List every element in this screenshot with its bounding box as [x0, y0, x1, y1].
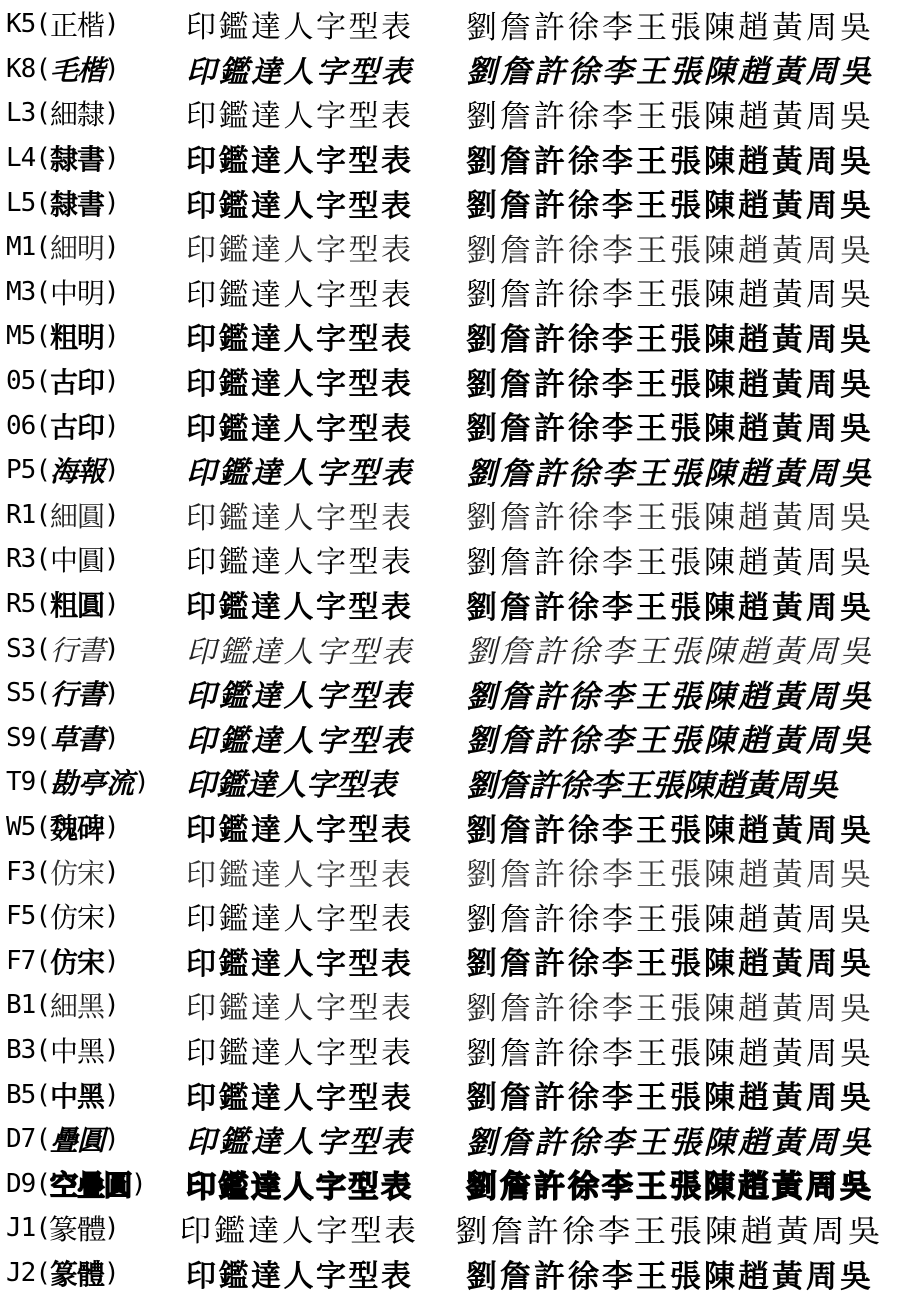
sample-surnames-text: 劉詹許徐李王張陳趙黃周吳 — [466, 767, 838, 804]
open-paren: ( — [35, 9, 50, 40]
sample-title-text: 印鑑達人字型表 — [186, 992, 414, 1026]
font-label — [6, 1028, 119, 1073]
open-paren: ( — [35, 767, 50, 798]
font-style-name: 古印 — [49, 410, 104, 444]
font-style-name: 古印 — [49, 366, 104, 400]
open-paren: ( — [35, 678, 50, 709]
sample-surnames-text: 劉詹許徐李王張陳趙黃周吳 — [466, 946, 874, 982]
sample-title-text: 印鑑達人字型表 — [186, 1081, 414, 1115]
close-paren: ) — [103, 722, 119, 753]
open-paren: ( — [35, 812, 50, 843]
sample-title-text: 印鑑達人字型表 — [186, 635, 414, 669]
close-paren: ) — [103, 143, 119, 174]
sample-title-text: 印鑑達人字型表 — [186, 10, 414, 46]
font-label — [6, 1206, 119, 1251]
close-paren: ) — [103, 410, 119, 441]
font-label — [6, 939, 119, 984]
sample-surnames-text: 劉詹許徐李王張陳趙黃周吳 — [466, 1258, 874, 1295]
sample-title-text: 印鑑達人字型表 — [186, 1125, 414, 1161]
close-paren: ) — [103, 633, 119, 664]
font-label — [6, 225, 119, 270]
sample-title-text: 印鑑達人字型表 — [186, 144, 414, 180]
close-paren: ) — [103, 455, 119, 486]
close-paren: ) — [103, 499, 119, 530]
font-code: L4 — [6, 143, 36, 174]
close-paren: ) — [103, 1258, 119, 1289]
sample-title-text: 印鑑達人字型表 — [186, 500, 414, 536]
open-paren: ( — [35, 1035, 50, 1066]
sample-title-text: 印鑑達人字型表 — [186, 723, 414, 759]
font-style-name: 行書 — [49, 635, 104, 667]
close-paren: ) — [103, 1035, 119, 1066]
close-paren: ) — [103, 901, 119, 932]
sample-title-text: 印鑑達人字型表 — [186, 367, 414, 403]
font-row-r3 — [0, 537, 912, 582]
sample-surnames-text: 劉詹許徐李王張陳趙黃周吳 — [466, 634, 874, 670]
close-paren: ) — [103, 945, 119, 976]
font-code: W5 — [6, 812, 36, 843]
font-row-p5 — [0, 448, 912, 493]
sample-title-text: 印鑑達人字型表 — [186, 768, 396, 804]
font-code: S5 — [6, 678, 36, 709]
open-paren: ( — [35, 366, 50, 397]
open-paren: ( — [35, 455, 50, 486]
font-row-b1 — [0, 983, 912, 1028]
font-label — [6, 448, 119, 493]
font-row-b3 — [0, 1028, 912, 1073]
font-code: J2 — [6, 1258, 36, 1289]
font-style-name: 粗圓 — [49, 589, 104, 623]
sample-surnames-text: 劉詹許徐李王張陳趙黃周吳 — [466, 500, 874, 537]
open-paren: ( — [35, 544, 50, 575]
open-paren: ( — [35, 722, 50, 753]
font-code: F5 — [6, 901, 36, 932]
sample-title-text: 印鑑達人字型表 — [186, 54, 414, 90]
sample-title-text: 印鑑達人字型表 — [186, 903, 414, 937]
sample-surnames-text: 劉詹許徐李王張陳趙黃周吳 — [466, 411, 874, 448]
open-paren: ( — [35, 589, 50, 620]
sample-surnames-text: 劉詹許徐李王張陳趙黃周吳 — [466, 1080, 874, 1116]
close-paren: ) — [103, 232, 119, 263]
font-label — [6, 760, 149, 805]
font-code: F3 — [6, 856, 36, 887]
open-paren: ( — [35, 856, 50, 887]
font-code: R3 — [6, 544, 36, 575]
font-label — [6, 493, 119, 538]
font-style-name: 隸書 — [49, 143, 104, 177]
sample-surnames-text: 劉詹許徐李王張陳趙黃周吳 — [466, 1169, 874, 1206]
sample-title-text: 印鑑達人字型表 — [186, 545, 414, 581]
font-style-name: 隸書 — [49, 187, 104, 221]
font-row-l5 — [0, 180, 912, 225]
sample-surnames-text: 劉詹許徐李王張陳趙黃周吳 — [466, 1035, 874, 1071]
close-paren: ) — [103, 366, 119, 397]
open-paren: ( — [35, 990, 50, 1021]
close-paren: ) — [103, 98, 119, 129]
font-style-name: 空疊圓 — [49, 1168, 131, 1202]
font-label — [6, 1162, 146, 1207]
font-row-j2 — [0, 1251, 912, 1296]
font-style-name: 篆體 — [48, 1213, 106, 1247]
close-paren: ) — [133, 767, 149, 798]
font-style-name: 粗明 — [49, 323, 104, 355]
close-paren: ) — [103, 990, 119, 1021]
sample-title-text: 印鑑達人字型表 — [186, 456, 414, 492]
open-paren: ( — [35, 53, 50, 84]
sample-surnames-text: 劉詹許徐李王張陳趙黃周吳 — [466, 812, 874, 849]
sample-surnames-text: 劉詹許徐李王張陳趙黃周吳 — [466, 366, 874, 403]
open-paren: ( — [35, 143, 50, 174]
sample-title-text: 印鑑達人字型表 — [186, 99, 414, 135]
font-label — [6, 671, 119, 716]
font-row-s9 — [0, 716, 912, 761]
font-code: D7 — [6, 1124, 36, 1155]
font-row-s5 — [0, 671, 912, 716]
font-style-name: 篆體 — [49, 1258, 104, 1292]
font-code: L5 — [6, 187, 36, 218]
font-row-t9 — [0, 760, 912, 805]
sample-surnames-text: 劉詹許徐李王張陳趙黃周吳 — [466, 277, 874, 313]
font-label — [6, 805, 119, 850]
font-label — [6, 894, 119, 939]
font-style-name: 疊圓 — [49, 1124, 104, 1158]
sample-title-text: 印鑑達人字型表 — [186, 278, 414, 312]
font-row-l3 — [0, 91, 912, 136]
font-code: R5 — [6, 589, 36, 620]
font-label — [6, 849, 119, 894]
open-paren: ( — [35, 1168, 50, 1199]
open-paren: ( — [35, 499, 50, 530]
open-paren: ( — [35, 276, 50, 307]
font-style-name: 草書 — [49, 722, 104, 756]
font-code: P5 — [6, 455, 36, 486]
sample-surnames-text: 劉詹許徐李王張陳趙黃周吳 — [466, 188, 874, 225]
font-style-name: 細隸 — [49, 98, 104, 132]
font-row-d9 — [0, 1162, 912, 1207]
close-paren: ) — [103, 544, 119, 575]
font-label — [6, 537, 119, 582]
close-paren: ) — [103, 9, 119, 40]
font-label — [6, 1251, 119, 1296]
font-code: 05 — [6, 366, 36, 397]
font-code: T9 — [6, 767, 36, 798]
font-row-j1 — [0, 1206, 912, 1251]
font-label — [6, 2, 119, 47]
sample-title-text: 印鑑達人字型表 — [186, 188, 414, 224]
sample-surnames-text: 劉詹許徐李王張陳趙黃周吳 — [466, 589, 874, 626]
sample-surnames-text: 劉詹許徐李王張陳趙黃周吳 — [466, 143, 874, 180]
font-row-f7 — [0, 939, 912, 984]
font-label — [6, 403, 119, 448]
sample-surnames-text: 劉詹許徐李王張陳趙黃周吳 — [466, 990, 874, 1026]
open-paren: ( — [35, 945, 50, 976]
font-code: D9 — [6, 1168, 36, 1199]
font-code: B3 — [6, 1035, 36, 1066]
font-code: M5 — [6, 321, 36, 352]
font-style-name: 中圓 — [49, 544, 104, 578]
open-paren: ( — [35, 633, 50, 664]
open-paren: ( — [35, 901, 50, 932]
close-paren: ) — [103, 187, 119, 218]
font-style-name: 中黑 — [49, 1036, 104, 1068]
font-code: K8 — [6, 53, 36, 84]
font-row-m1 — [0, 225, 912, 270]
font-code: J1 — [6, 1213, 36, 1244]
font-row-l4 — [0, 136, 912, 181]
close-paren: ) — [103, 812, 119, 843]
close-paren: ) — [103, 1079, 119, 1110]
font-label — [6, 1117, 119, 1162]
open-paren: ( — [35, 410, 50, 441]
font-row-b5 — [0, 1072, 912, 1117]
sample-title-text: 印鑑達人字型表 — [186, 1037, 414, 1071]
font-row-r5 — [0, 582, 912, 627]
font-style-name: 仿宋 — [49, 858, 104, 890]
sample-surnames-text: 劉詹許徐李王張陳趙黃周吳 — [466, 9, 874, 46]
font-code: L3 — [6, 98, 36, 129]
sample-title-text: 印鑑達人字型表 — [186, 590, 414, 626]
font-style-name: 海報 — [49, 455, 104, 489]
font-label — [6, 626, 119, 671]
font-row-f3 — [0, 849, 912, 894]
font-label — [6, 359, 119, 404]
font-label — [6, 983, 119, 1028]
sample-title-text: 印鑑達人字型表 — [186, 1259, 414, 1295]
font-label — [6, 47, 119, 92]
font-style-name: 仿宋 — [49, 947, 104, 979]
open-paren: ( — [35, 1079, 50, 1110]
open-paren: ( — [35, 187, 50, 218]
font-label — [6, 716, 119, 761]
font-row-s3 — [0, 626, 912, 671]
close-paren: ) — [103, 856, 119, 887]
open-paren: ( — [35, 232, 50, 263]
close-paren: ) — [103, 589, 119, 620]
sample-title-text: 印鑑達人字型表 — [186, 323, 414, 357]
font-row-06 — [0, 403, 912, 448]
font-style-name: 魏碑 — [49, 812, 104, 846]
font-label — [6, 270, 119, 315]
sample-surnames-text: 劉詹許徐李王張陳趙黃周吳 — [455, 1213, 884, 1250]
font-code: M3 — [6, 276, 36, 307]
sample-title-text: 印鑑達人字型表 — [186, 858, 414, 892]
font-label — [6, 136, 119, 181]
sample-surnames-text: 劉詹許徐李王張陳趙黃周吳 — [466, 1124, 874, 1161]
close-paren: ) — [103, 1124, 119, 1155]
font-row-r1 — [0, 493, 912, 538]
font-style-name: 正楷 — [49, 9, 104, 43]
font-code: B5 — [6, 1079, 36, 1110]
font-style-name: 行書 — [49, 680, 104, 712]
sample-title-text: 印鑑達人字型表 — [186, 411, 414, 447]
font-code: F7 — [6, 945, 36, 976]
open-paren: ( — [35, 1258, 50, 1289]
sample-surnames-text: 劉詹許徐李王張陳趙黃周吳 — [466, 455, 874, 492]
font-label — [6, 314, 119, 359]
sample-surnames-text: 劉詹許徐李王張陳趙黃周吳 — [466, 232, 874, 268]
font-code: S9 — [6, 722, 36, 753]
font-style-name: 細黑 — [49, 991, 104, 1023]
sample-surnames-text: 劉詹許徐李王張陳趙黃周吳 — [466, 98, 874, 135]
sample-title-text: 印鑑達人字型表 — [186, 680, 414, 714]
font-code: S3 — [6, 633, 36, 664]
sample-title-text: 印鑑達人字型表 — [186, 813, 414, 849]
open-paren: ( — [35, 98, 50, 129]
open-paren: ( — [35, 321, 50, 352]
sample-surnames-text: 劉詹許徐李王張陳趙黃周吳 — [466, 321, 874, 357]
close-paren: ) — [103, 276, 119, 307]
font-row-m5 — [0, 314, 912, 359]
font-style-name: 中明 — [49, 278, 104, 310]
sample-surnames-text: 劉詹許徐李王張陳趙黃周吳 — [466, 544, 874, 581]
sample-title-text: 印鑑達人字型表 — [186, 947, 414, 981]
font-row-f5 — [0, 894, 912, 939]
open-paren: ( — [35, 1213, 50, 1244]
sample-title-text: 印鑑達人字型表 — [179, 1214, 419, 1250]
sample-surnames-text: 劉詹許徐李王張陳趙黃周吳 — [466, 857, 874, 893]
font-row-m3 — [0, 270, 912, 315]
font-row-k5 — [0, 2, 912, 47]
sample-title-text: 印鑑達人字型表 — [186, 234, 414, 268]
sample-surnames-text: 劉詹許徐李王張陳趙黃周吳 — [466, 901, 874, 937]
font-label — [6, 1072, 119, 1117]
close-paren: ) — [130, 1168, 146, 1199]
font-style-name: 勘亭流 — [49, 767, 134, 801]
font-style-name: 中黑 — [49, 1080, 104, 1112]
sample-surnames-text: 劉詹許徐李王張陳趙黃周吳 — [466, 54, 874, 91]
font-row-k8 — [0, 47, 912, 92]
sample-surnames-text: 劉詹許徐李王張陳趙黃周吳 — [466, 723, 874, 760]
font-code: R1 — [6, 499, 36, 530]
font-code: 06 — [6, 410, 36, 441]
font-code: M1 — [6, 232, 36, 263]
close-paren: ) — [103, 678, 119, 709]
font-row-w5 — [0, 805, 912, 850]
sample-title-text: 印鑑達人字型表 — [186, 1169, 414, 1205]
font-row-d7 — [0, 1117, 912, 1162]
font-label — [6, 180, 119, 225]
font-row-05 — [0, 359, 912, 404]
font-style-name: 仿宋 — [49, 903, 104, 935]
font-style-name: 細明 — [49, 234, 104, 266]
open-paren: ( — [35, 1124, 50, 1155]
font-style-name: 毛楷 — [49, 53, 104, 87]
close-paren: ) — [103, 53, 119, 84]
close-paren: ) — [103, 321, 119, 352]
font-code: B1 — [6, 990, 36, 1021]
font-style-name: 細圓 — [49, 499, 104, 533]
sample-surnames-text: 劉詹許徐李王張陳趙黃周吳 — [466, 678, 874, 714]
font-code: K5 — [6, 9, 36, 40]
font-label — [6, 91, 119, 136]
font-label — [6, 582, 119, 627]
close-paren: ) — [103, 1213, 119, 1244]
